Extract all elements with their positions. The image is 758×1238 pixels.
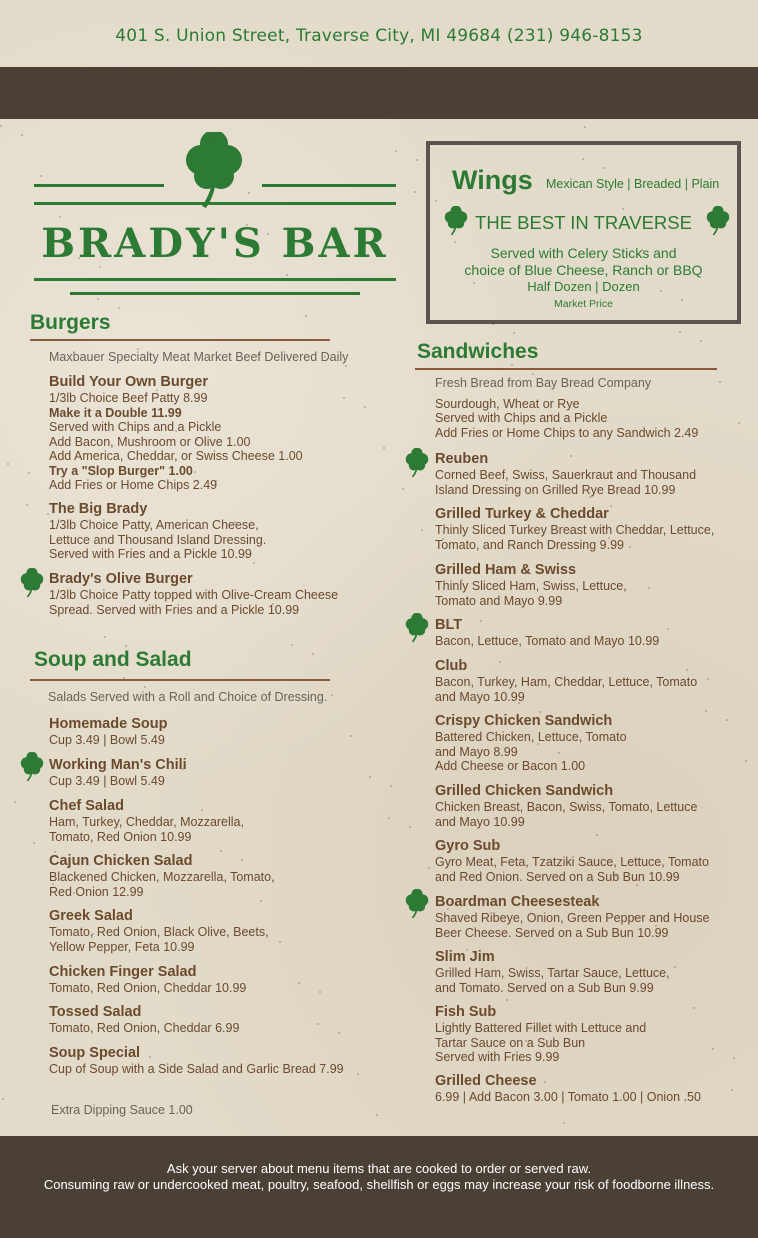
- shamrock-icon: [402, 448, 432, 478]
- menu-item: [435, 713, 627, 774]
- food-safety-disclaimer: [0, 1161, 758, 1193]
- menu-item-description: and Tomato. Served on a Sub Bun 9.99: [435, 980, 654, 995]
- menu-item-name: Cajun Chicken Salad: [49, 853, 193, 869]
- menu-item-name: Grilled Chicken Sandwich: [435, 783, 614, 799]
- paper-speck: [480, 620, 482, 622]
- menu-item-name: Gyro Sub: [435, 838, 501, 854]
- paper-speck: [85, 595, 87, 597]
- paper-speck: [52, 883, 54, 885]
- paper-speck: [376, 1114, 378, 1116]
- menu-item-description: Tomato, and Ranch Dressing 9.99: [435, 537, 624, 552]
- menu-item-description: and Red Onion. Served on a Sub Bun 10.99: [435, 869, 680, 884]
- paper-speck: [634, 916, 636, 918]
- menu-item-description: Lightly Battered Fillet with Lettuce and: [435, 1021, 647, 1035]
- paper-speck: [707, 678, 709, 680]
- paper-speck: [364, 406, 366, 408]
- menu-item-description: Ham, Turkey, Cheddar, Mozzarella,: [49, 815, 244, 829]
- paper-speck: [693, 1007, 695, 1009]
- paper-speck: [194, 471, 196, 473]
- paper-speck: [99, 266, 101, 268]
- shamrock-icon: [17, 568, 47, 598]
- paper-speck: [357, 1073, 359, 1075]
- paper-speck: [234, 521, 236, 523]
- menu-item-description: Cup 3.49 | Bowl 5.49: [49, 774, 165, 788]
- sandwiches-sides: Served with Chips and a Pickle: [435, 411, 608, 425]
- paper-speck: [390, 785, 392, 787]
- paper-speck: [485, 990, 487, 992]
- menu-item: [49, 1004, 239, 1036]
- menu-item-description: Add Bacon, Mushroom or Olive 1.00: [49, 434, 251, 449]
- menu-item: [49, 1045, 344, 1077]
- paper-speck: [719, 381, 721, 383]
- paper-speck: [667, 628, 669, 630]
- paper-speck: [421, 529, 423, 531]
- paper-speck: [104, 636, 106, 638]
- paper-speck: [73, 892, 75, 894]
- paper-speck: [506, 999, 508, 1001]
- paper-speck: [253, 562, 255, 564]
- paper-speck: [622, 208, 624, 210]
- logo-rule-bottom: [34, 278, 396, 281]
- paper-speck: [298, 982, 300, 984]
- logo-name: BRADY'S BAR: [41, 220, 389, 267]
- paper-speck: [383, 447, 385, 449]
- paper-speck: [511, 364, 513, 366]
- menu-item-name: Slim Jim: [435, 949, 495, 965]
- menu-item-name: Chef Salad: [49, 798, 124, 814]
- paper-speck: [608, 537, 610, 539]
- paper-speck: [246, 224, 248, 226]
- paper-speck: [395, 150, 397, 152]
- paper-speck: [499, 661, 501, 663]
- paper-speck: [513, 332, 515, 334]
- menu-item: [49, 908, 269, 954]
- paper-speck: [487, 958, 489, 960]
- menu-item: [49, 757, 187, 789]
- paper-speck: [648, 587, 650, 589]
- menu-item: [49, 501, 266, 562]
- paper-speck: [111, 974, 113, 976]
- paper-speck: [402, 488, 404, 490]
- paper-speck: [589, 496, 591, 498]
- menu-item-description: 6.99 | Add Bacon 3.00 | Tomato 1.00 | Onion .50: [435, 1090, 701, 1104]
- menu-item: [435, 562, 627, 608]
- paper-speck: [163, 727, 165, 729]
- menu-item-description: 1/3lb Choice Patty, American Cheese,: [49, 518, 259, 532]
- paper-speck: [539, 711, 541, 713]
- paper-speck: [319, 991, 321, 993]
- paper-speck: [260, 900, 262, 902]
- paper-speck: [577, 793, 579, 795]
- disclaimer-line: Ask your server about menu items that are cooked to order or served raw.: [166, 1161, 592, 1176]
- menu-item: [435, 838, 709, 884]
- paper-speck: [118, 307, 120, 309]
- menu-item-description: Add Fries or Home Chips 2.49: [49, 478, 218, 492]
- paper-speck: [558, 752, 560, 754]
- menu-item-description: 1/3lb Choice Beef Patty 8.99: [49, 391, 208, 405]
- paper-speck: [78, 257, 80, 259]
- paper-speck: [603, 167, 605, 169]
- paper-speck: [54, 851, 56, 853]
- sandwiches-addon: Add Fries or Home Chips to any Sandwich 2.49: [435, 426, 699, 440]
- menu-item-name: Boardman Cheesesteak: [435, 894, 600, 910]
- menu-item-description: Red Onion 12.99: [49, 884, 144, 899]
- paper-speck: [428, 867, 430, 869]
- menu-item-name: Soup Special: [49, 1045, 141, 1061]
- paper-speck: [208, 142, 210, 144]
- menu-item-description: Served with Fries and a Pickle 10.99: [49, 547, 252, 561]
- paper-speck: [21, 134, 23, 136]
- paper-speck: [201, 809, 203, 811]
- paper-speck: [731, 1089, 733, 1091]
- logo-rule-bottom-short: [70, 292, 360, 295]
- paper-speck: [409, 826, 411, 828]
- menu-item-description: Battered Chicken, Lettuce, Tomato: [435, 730, 627, 744]
- wings-desc-line: Served with Celery Sticks and: [490, 245, 677, 261]
- logo-rule-right: [262, 184, 396, 187]
- menu-item-name: Grilled Ham & Swiss: [435, 562, 577, 578]
- paper-speck: [47, 513, 49, 515]
- paper-speck: [305, 315, 307, 317]
- paper-speck: [537, 743, 539, 745]
- menu-item-description: Served with Chips and a Pickle: [49, 420, 222, 434]
- paper-speck: [66, 554, 68, 556]
- logo-rule-left: [34, 184, 164, 187]
- sandwiches-rule: [415, 368, 717, 370]
- paper-speck: [442, 538, 444, 540]
- burgers-title: Burgers: [30, 311, 111, 334]
- paper-speck: [175, 430, 177, 432]
- sandwiches-bread: Sourdough, Wheat or Rye: [435, 397, 580, 411]
- wings-desc-line: choice of Blue Cheese, Ranch or BBQ: [464, 262, 703, 278]
- paper-speck: [679, 331, 681, 333]
- shamrock-icon: [441, 206, 471, 236]
- menu-item: [49, 716, 167, 748]
- wings-title: Wings: [452, 165, 533, 195]
- menu-item-name: Fish Sub: [435, 1004, 497, 1020]
- bradys-bar-logo: [30, 132, 400, 302]
- paper-speck: [655, 925, 657, 927]
- menu-item-description: Corned Beef, Swiss, Sauerkraut and Thousand: [435, 468, 697, 482]
- paper-speck: [331, 694, 333, 696]
- paper-speck: [345, 365, 347, 367]
- sandwiches-title: Sandwiches: [417, 340, 539, 363]
- menu-item-name: Tossed Salad: [49, 1004, 142, 1020]
- paper-speck: [14, 801, 16, 803]
- menu-item: [435, 894, 709, 940]
- menu-item: [435, 451, 696, 497]
- menu-item-description: and Mayo 10.99: [435, 689, 525, 704]
- header-band: [0, 67, 758, 119]
- menu-item: [435, 617, 659, 649]
- menu-item: [435, 783, 697, 829]
- menu-item-description: Gyro Meat, Feta, Tzatziki Sauce, Lettuce, Tomato: [435, 855, 709, 869]
- paper-speck: [125, 645, 127, 647]
- paper-speck: [636, 884, 638, 886]
- menu-item-description: Tomato, Red Onion, Cheddar 6.99: [49, 1021, 240, 1035]
- paper-speck: [196, 439, 198, 441]
- paper-speck: [28, 472, 30, 474]
- paper-speck: [286, 274, 288, 276]
- menu-item: [435, 1004, 646, 1065]
- menu-item-name: Chicken Finger Salad: [49, 964, 197, 980]
- paper-speck: [674, 966, 676, 968]
- menu-item-name: Club: [435, 658, 468, 674]
- menu-item-description: Beer Cheese. Served on a Sub Bun 10.99: [435, 925, 669, 940]
- paper-speck: [293, 612, 295, 614]
- menu-item-name: Build Your Own Burger: [49, 374, 208, 390]
- shamrock-icon: [402, 613, 432, 643]
- address-phone: 401 S. Union Street, Traverse City, MI 49684 (231) 946-8153: [115, 26, 643, 46]
- menu-item: [435, 506, 714, 552]
- paper-speck: [220, 850, 222, 852]
- paper-speck: [660, 290, 662, 292]
- paper-speck: [745, 760, 747, 762]
- paper-speck: [241, 859, 243, 861]
- menu-item: [435, 949, 670, 995]
- shamrock-icon: [703, 206, 733, 236]
- paper-speck: [26, 504, 28, 506]
- menu-item-description: Thinly Sliced Ham, Swiss, Lettuce,: [435, 579, 627, 593]
- paper-speck: [123, 677, 125, 679]
- menu-item-description: Cup 3.49 | Bowl 5.49: [49, 733, 165, 747]
- paper-speck: [215, 480, 217, 482]
- paper-speck: [712, 1048, 714, 1050]
- menu-item-description: Spread. Served with Fries and a Pickle 10.99: [49, 602, 300, 617]
- paper-speck: [130, 1015, 132, 1017]
- paper-speck: [738, 422, 740, 424]
- menu-item-name: The Big Brady: [49, 501, 148, 517]
- paper-speck: [440, 570, 442, 572]
- paper-speck: [733, 1057, 735, 1059]
- paper-speck: [461, 579, 463, 581]
- wings-sizes: Half Dozen | Dozen: [527, 279, 640, 294]
- paper-speck: [222, 818, 224, 820]
- paper-speck: [2, 1098, 4, 1100]
- paper-speck: [189, 1106, 191, 1108]
- paper-speck: [570, 455, 572, 457]
- burgers-rule: [30, 339, 330, 341]
- paper-speck: [544, 1081, 546, 1083]
- wings-description: [430, 245, 737, 279]
- paper-speck: [279, 941, 281, 943]
- menu-item-name: Greek Salad: [49, 908, 133, 924]
- paper-speck: [551, 414, 553, 416]
- menu-item: [49, 798, 244, 844]
- menu-item-name: Grilled Turkey & Cheddar: [435, 506, 609, 522]
- paper-speck: [629, 546, 631, 548]
- paper-speck: [350, 735, 352, 737]
- shamrock-logo-icon: [174, 132, 254, 212]
- menu-item-description: Tartar Sauce on a Sub Bun: [435, 1035, 586, 1050]
- paper-speck: [641, 249, 643, 251]
- soup-salad-title: Soup and Salad: [34, 648, 192, 671]
- menu-item-description: and Mayo 8.99: [435, 744, 518, 759]
- paper-speck: [388, 817, 390, 819]
- paper-speck: [369, 776, 371, 778]
- paper-speck: [582, 158, 584, 160]
- soup-salad-rule: [30, 679, 330, 681]
- paper-speck: [686, 669, 688, 671]
- paper-speck: [151, 1024, 153, 1026]
- menu-item-description: Bacon, Turkey, Ham, Cheddar, Lettuce, Tomato: [435, 675, 698, 689]
- paper-speck: [435, 200, 437, 202]
- paper-speck: [726, 719, 728, 721]
- paper-speck: [492, 323, 494, 325]
- menu-item-name: Homemade Soup: [49, 716, 168, 732]
- menu-item: [49, 571, 338, 617]
- paper-speck: [705, 710, 707, 712]
- wings-tagline: THE BEST IN TRAVERSE: [475, 212, 692, 233]
- paper-speck: [40, 175, 42, 177]
- paper-speck: [170, 1065, 172, 1067]
- menu-item-name: Brady's Olive Burger: [49, 571, 193, 587]
- menu-item-description: Add Cheese or Bacon 1.00: [435, 759, 586, 773]
- paper-speck: [317, 1023, 319, 1025]
- menu-item-description: and Mayo 10.99: [435, 814, 525, 829]
- paper-speck: [0, 125, 2, 127]
- menu-item-description: Thinly Sliced Turkey Breast with Cheddar, Lettuce,: [435, 523, 715, 537]
- paper-speck: [466, 949, 468, 951]
- extra-dipping-sauce: Extra Dipping Sauce 1.00: [51, 1103, 193, 1117]
- menu-item-description: Tomato and Mayo 9.99: [435, 593, 563, 608]
- menu-item: [435, 658, 697, 704]
- paper-speck: [59, 216, 61, 218]
- menu-item-description: Bacon, Lettuce, Tomato and Mayo 10.99: [435, 634, 660, 648]
- paper-speck: [596, 834, 598, 836]
- menu-item-description: Cup of Soup with a Side Salad and Garlic Bread 7.99: [49, 1062, 344, 1076]
- paper-speck: [414, 191, 416, 193]
- menu-item: [49, 374, 303, 493]
- soup-salad-note: Salads Served with a Roll and Choice of Dressing.: [48, 690, 328, 704]
- menu-item-description: Tomato, Red Onion, Cheddar 10.99: [49, 981, 247, 995]
- paper-speck: [518, 702, 520, 704]
- paper-speck: [473, 282, 475, 284]
- menu-item-description: Blackened Chicken, Mozzarella, Tomato,: [49, 870, 275, 884]
- menu-item: [49, 964, 246, 996]
- menu-item-description: Lettuce and Thousand Island Dressing.: [49, 532, 267, 547]
- paper-speck: [272, 603, 274, 605]
- menu-item-description: Make it a Double 11.99: [49, 405, 182, 420]
- wings-styles: Mexican Style | Breaded | Plain: [546, 177, 720, 191]
- paper-speck: [7, 463, 9, 465]
- paper-speck: [248, 192, 250, 194]
- menu-item-name: Grilled Cheese: [435, 1073, 537, 1089]
- paper-speck: [324, 356, 326, 358]
- menu-item-description: Yellow Pepper, Feta 10.99: [49, 939, 195, 954]
- paper-speck: [312, 653, 314, 655]
- paper-speck: [156, 389, 158, 391]
- menu-item-description: Tomato, Red Onion, Black Olive, Beets,: [49, 925, 269, 939]
- menu-item-description: Grilled Ham, Swiss, Tartar Sauce, Lettuce,: [435, 966, 670, 980]
- wings-panel: [426, 141, 741, 324]
- paper-speck: [454, 241, 456, 243]
- menu-item-name: Reuben: [435, 451, 489, 467]
- menu-item-description: Shaved Ribeye, Onion, Green Pepper and House: [435, 911, 710, 925]
- paper-speck: [33, 842, 35, 844]
- paper-speck: [227, 183, 229, 185]
- menu-item-name: BLT: [435, 617, 463, 633]
- menu-item-description: Try a "Slop Burger" 1.00: [49, 463, 193, 478]
- paper-speck: [92, 933, 94, 935]
- paper-speck: [97, 298, 99, 300]
- paper-speck: [563, 1122, 565, 1124]
- menu-item-description: Chicken Breast, Bacon, Swiss, Tomato, Lettuce: [435, 800, 698, 814]
- menu-item-description: Served with Fries 9.99: [435, 1050, 560, 1064]
- shamrock-icon: [17, 752, 47, 782]
- paper-speck: [447, 908, 449, 910]
- paper-speck: [137, 348, 139, 350]
- paper-speck: [525, 1040, 527, 1042]
- logo-rule-top: [34, 202, 396, 205]
- paper-speck: [681, 299, 683, 301]
- paper-speck: [267, 233, 269, 235]
- paper-speck: [532, 373, 534, 375]
- menu-item-name: Crispy Chicken Sandwich: [435, 713, 613, 729]
- menu-item-description: 1/3lb Choice Patty topped with Olive-Cream Cheese: [49, 588, 339, 602]
- paper-speck: [610, 505, 612, 507]
- menu-item: [435, 1073, 701, 1105]
- menu-item-description: Tomato, Red Onion 10.99: [49, 829, 192, 844]
- wings-price: Market Price: [554, 298, 613, 310]
- menu-item-description: Add America, Cheddar, or Swiss Cheese 1.00: [49, 449, 303, 463]
- paper-speck: [149, 1056, 151, 1058]
- paper-speck: [700, 340, 702, 342]
- paper-speck: [182, 768, 184, 770]
- shamrock-icon: [402, 889, 432, 919]
- paper-speck: [291, 644, 293, 646]
- paper-speck: [584, 126, 586, 128]
- burgers-note: Maxbauer Specialty Meat Market Beef Delivered Daily: [49, 350, 349, 364]
- menu-item-name: Working Man's Chili: [49, 757, 187, 773]
- paper-speck: [416, 159, 418, 161]
- paper-speck: [338, 1032, 340, 1034]
- sandwiches-note: Fresh Bread from Bay Bread Company: [435, 376, 652, 390]
- paper-speck: [144, 686, 146, 688]
- paper-speck: [615, 875, 617, 877]
- paper-speck: [343, 397, 345, 399]
- menu-item-description: Island Dressing on Grilled Rye Bread 10.99: [435, 482, 676, 497]
- disclaimer-line: Consuming raw or undercooked meat, poultry, seafood, shellfish or eggs may increase your risk of foodborne illness.: [43, 1177, 715, 1192]
